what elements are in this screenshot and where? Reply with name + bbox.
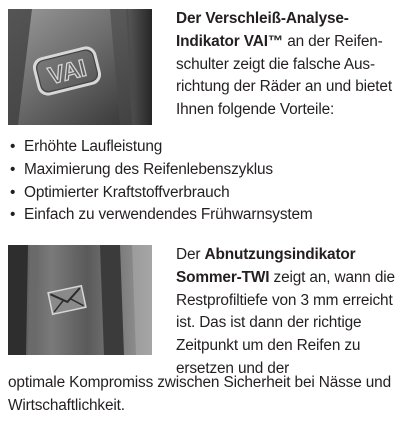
vai-intro-paragraph bbox=[176, 8, 402, 122]
list-item: • Einfach zu verwendendes Frühwarnsystem bbox=[9, 204, 313, 227]
vai-benefits-list bbox=[9, 136, 313, 227]
list-item: • Maximierung des Reifenlebenszyklus bbox=[9, 159, 313, 182]
bullet-icon: • bbox=[10, 160, 16, 178]
bullet-icon: • bbox=[10, 138, 16, 155]
vai-intro-bold: Der Verschleiß-Analyse-Indikator VAI™ bbox=[176, 10, 349, 50]
vai-emboss-label: VAI bbox=[45, 54, 90, 91]
vai-intro-rest: an der Reifenschulter zeigt die falsche Ausrichtung der Räder an und bietet Ihnen folgende Vorteile: bbox=[176, 32, 392, 119]
twi-intro-paragraph: Der Abnutzungsindikator Sommer-TWI zeigt an, wann die Restprofiltiefe von 3 mm erreicht ist. Das ist dann der richtige Zeitpunkt um den Reifen zu ersetzen und der bbox=[176, 246, 395, 377]
twi-intro-bold: Abnutzungsindikator Sommer-TWI bbox=[176, 246, 356, 286]
bullet-icon: • bbox=[10, 206, 16, 224]
vai-tire-photo bbox=[8, 9, 152, 125]
twi-continuation: optimale Kompromiss zwischen Sicherheit bei Nässe und Wirtschaftlichkeit. bbox=[8, 374, 391, 414]
list-item: • Erhöhte Laufleistung bbox=[9, 136, 313, 159]
twi-tire-photo bbox=[8, 245, 152, 355]
list-item: • Optimierter Kraftstoffverbrauch bbox=[9, 182, 313, 205]
bullet-icon: • bbox=[10, 183, 16, 201]
twi-intro-rest: zeigt an, wann die Restprofiltiefe von 3 mm erreicht ist. Das ist dann der richtige Zeitpunkt um den Reifen zu ersetzen und der bbox=[176, 268, 395, 377]
